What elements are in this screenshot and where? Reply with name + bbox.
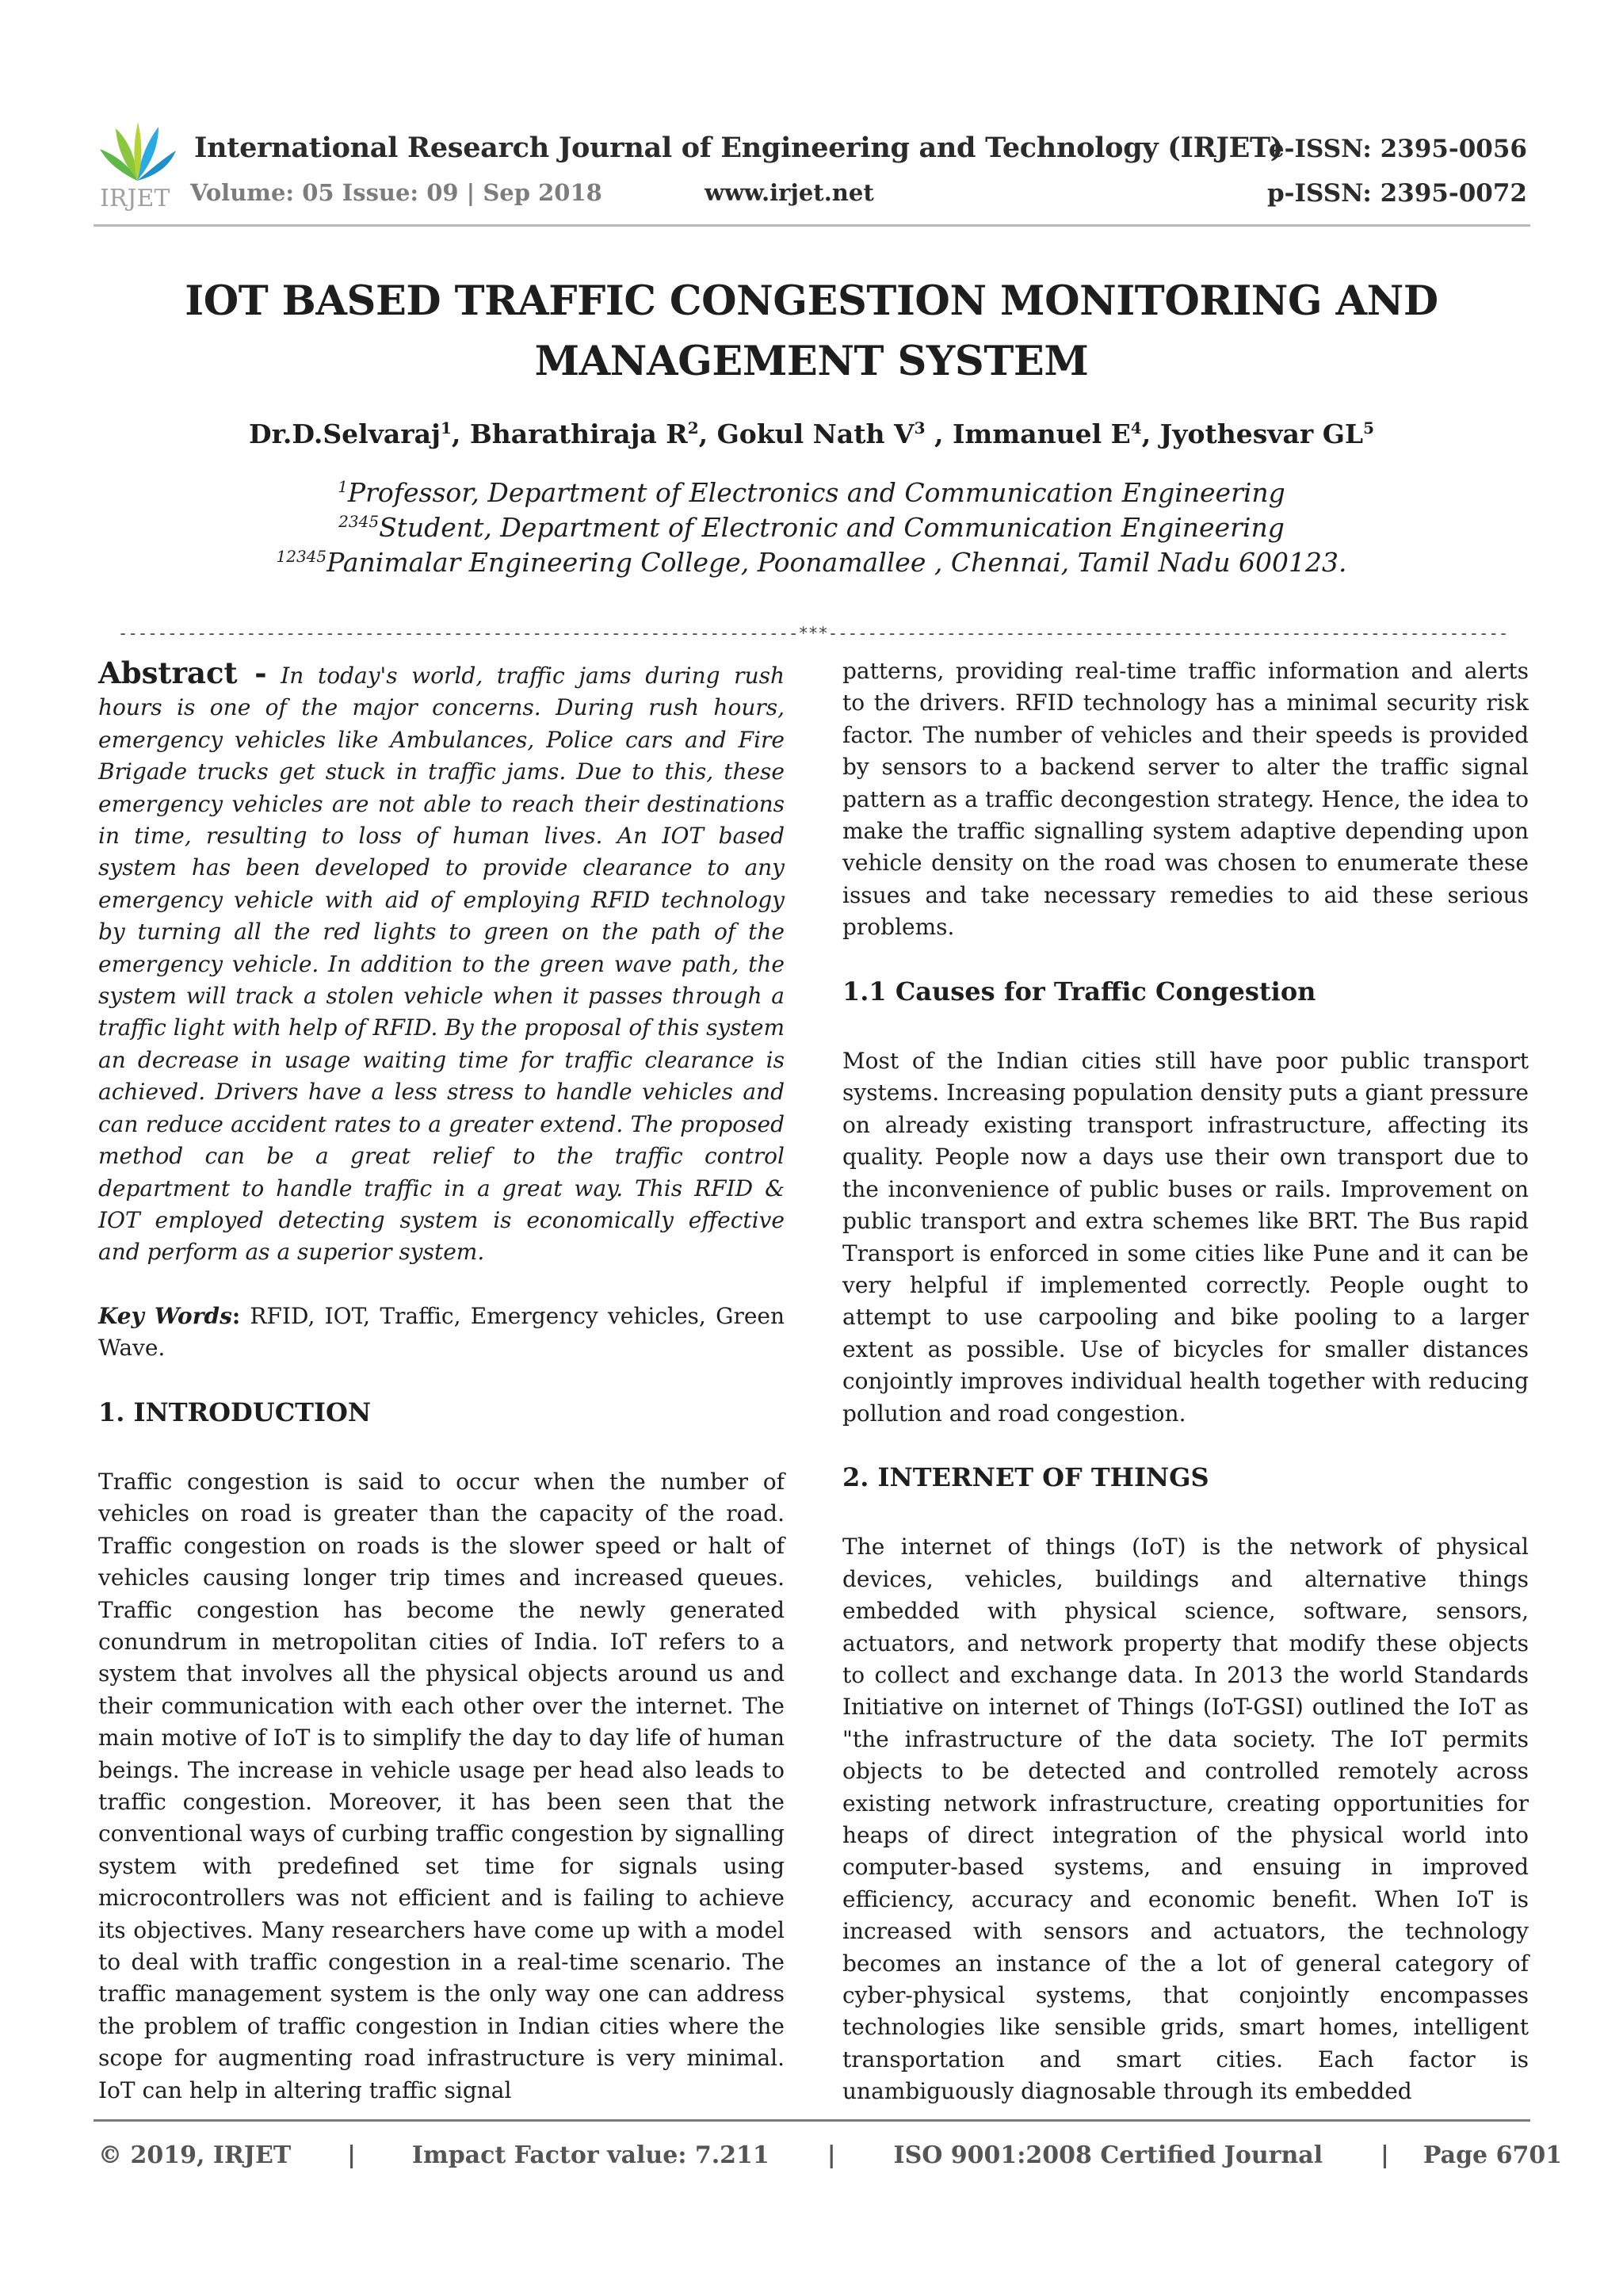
journal-logo bbox=[94, 117, 181, 211]
affiliation-line: $^{12345}$Panimalar Engineering College, Poonamallee , Chennai, Tamil Nadu 600123. bbox=[276, 547, 1347, 578]
right-column bbox=[842, 655, 1529, 2108]
left-column bbox=[98, 657, 785, 2107]
footer-separator: | bbox=[347, 2141, 357, 2169]
section-separator: ---------------------------------------------------------------------***--------------------------------------------------------------------- bbox=[117, 624, 1509, 643]
introduction-continued-text: patterns, providing real-time traffic information and alerts to the drivers. RFID technology has a minimal security risk factor. The number of vehicles and their speeds is provided by sensors to a backend server to alter the traffic signal pattern as a traffic decongestion strategy. Hence, the idea to make the traffic signalling system adaptive depending upon vehicle density on the road was chosen to enumerate these issues and take necessary remedies to aid these serious problems. bbox=[842, 658, 1529, 941]
affiliation-line: $^1$Professor, Department of Electronics and Communication Engineering bbox=[338, 477, 1285, 508]
footer-separator: | bbox=[827, 2141, 836, 2169]
abstract-label: Abstract - bbox=[98, 655, 267, 690]
page-footer bbox=[98, 2141, 1562, 2169]
footer-copyright: © 2019, IRJET bbox=[98, 2141, 292, 2169]
author: Immanuel $E^4$ bbox=[952, 418, 1142, 449]
section-heading-iot: 2. INTERNET OF THINGS bbox=[842, 1461, 1209, 1492]
journal-title: International Research Journal of Engineering and Technology (IRJET) bbox=[194, 132, 1284, 164]
footer-impact-factor: Impact Factor value: 7.211 bbox=[411, 2141, 769, 2169]
iot-text: The internet of things (IoT) is the network of physical devices, vehicles, buildings and alternative things embedded with physical science, software, sensors, actuators, and network property that modify these objects to collect and exchange data. In 2013 the world Standards Initiative on internet of Things (IoT-GSI) outlined the IoT as "the infrastructure of the data society. The IoT permits objects to be detected and controlled remotely across existing network infrastructure, creating opportunities for heaps of direct integration of the physical world into computer-based systems, and ensuing in improved efficiency, accuracy and economic benefit. When IoT is increased with sensors and actuators, the technology becomes an instance of the a lot of general category of cyber-physical systems, that conjointly encompasses technologies like sensible grids, smart homes, intelligent transportation and smart cities. Each factor is unambiguously diagnosable through its embedded bbox=[842, 1534, 1529, 2105]
journal-website-link[interactable]: www.irjet.net bbox=[705, 179, 874, 206]
p-issn: p-ISSN: 2395-0072 bbox=[1266, 179, 1527, 208]
e-issn: e-ISSN: 2395-0056 bbox=[1268, 135, 1527, 163]
author: Dr.D.Selvaraj$^1$ bbox=[248, 418, 452, 449]
logo-leaves-icon bbox=[100, 122, 176, 181]
keywords-label: Key Words bbox=[98, 1302, 232, 1329]
keywords: Key Words: RFID, IOT, Traffic, Emergency vehicles, Green Wave. bbox=[98, 1302, 785, 1362]
footer-separator: | bbox=[1381, 2141, 1389, 2169]
section-heading-causes: 1.1 Causes for Traffic Congestion bbox=[842, 976, 1316, 1007]
author: Bharathiraja $R^2$ bbox=[469, 418, 699, 449]
affiliation-line: $^{2345}$Student, Department of Electronic and Communication Engineering bbox=[338, 512, 1285, 543]
header-divider bbox=[94, 224, 1530, 227]
author: Gokul Nath $V^3$ bbox=[716, 418, 926, 449]
footer-divider bbox=[94, 2119, 1530, 2122]
section-heading-introduction: 1. INTRODUCTION bbox=[98, 1396, 372, 1427]
abstract bbox=[98, 657, 785, 1269]
author-list: Dr.D.Selvaraj$^1$, Bharathiraja $R^2$, Gokul Nath $V^3$ , Immanuel $E^4$, Jyothesvar $GL^5$ bbox=[248, 418, 1375, 449]
paper-title: IOT BASED TRAFFIC CONGESTION MONITORING AND MANAGEMENT SYSTEM bbox=[185, 277, 1438, 385]
volume-issue: Volume: 05 Issue: 09 | Sep 2018 bbox=[190, 179, 602, 206]
logo-wordmark: IRJET bbox=[100, 185, 170, 211]
author: Jyothesvar $GL^5$ bbox=[1159, 418, 1375, 449]
keywords-text: RFID, IOT, Traffic, Emergency vehicles, Green Wave. bbox=[98, 1302, 785, 1362]
footer-iso: ISO 9001:2008 Certified Journal bbox=[893, 2141, 1323, 2169]
introduction-text: Traffic congestion is said to occur when the number of vehicles on road is greater than the capacity of the road. Traffic congestion on roads is the slower speed or halt of vehicles causing longer trip times and increased queues. Traffic congestion has become the newly generated conundrum in metropolitan cities of India. IoT refers to a system that involves all the physical objects around us and their communication with each other over the internet. The main motive of IoT is to simplify the day to day life of human beings. The increase in vehicle usage per head also leads to traffic congestion. Moreover, it has been seen that the conventional ways of curbing traffic congestion by signalling system with predefined set time for signals using microcontrollers was not efficient and is failing to achieve its objectives. Many researchers have come up with a model to deal with traffic congestion in a real-time scenario. The traffic management system is the only way one can address the problem of traffic congestion in Indian cities where the scope for augmenting road infrastructure is very minimal. IoT can help in altering traffic signal bbox=[98, 1468, 785, 2103]
footer-page-number: Page 6701 bbox=[1423, 2141, 1563, 2169]
abstract-text: In today's world, traffic jams during rush hours is one of the major concerns. During rush hours, emergency vehicles like Ambulances, Police cars and Fire Brigade trucks get stuck in traffic jams. Due to this, these emergency vehicles are not able to reach their destinations in time, resulting to loss of human lives. An IOT based system has been developed to provide clearance to any emergency vehicle with aid of employing RFID technology by turning all the red lights to green on the path of the emergency vehicle. In addition to the green wave path, the system will track a stolen vehicle when it passes through a traffic light with help of RFID. By the proposal of this system an decrease in usage waiting time for traffic clearance is achieved. Drivers have a less stress to handle vehicles and can reduce accident rates to a greater extend. The proposed method can be a great relief to the traffic control department to handle traffic in a great way. This RFID & IOT employed detecting system is economically effective and perform as a superior system. bbox=[98, 663, 785, 1266]
causes-text: Most of the Indian cities still have poor public transport systems. Increasing population density puts a giant pressure on already existing transport infrastructure, affecting its quality. People now a days use their own transport due to the inconvenience of public buses or rails. Improvement on public transport and extra schemes like BRT. The Bus rapid Transport is enforced in some cities like Pune and it can be very helpful if implemented correctly. People ought to attempt to use carpooling and bike pooling to a larger extent as possible. Use of bicycles for smaller distances conjointly improves individual health together with reducing pollution and road congestion. bbox=[842, 1048, 1529, 1427]
